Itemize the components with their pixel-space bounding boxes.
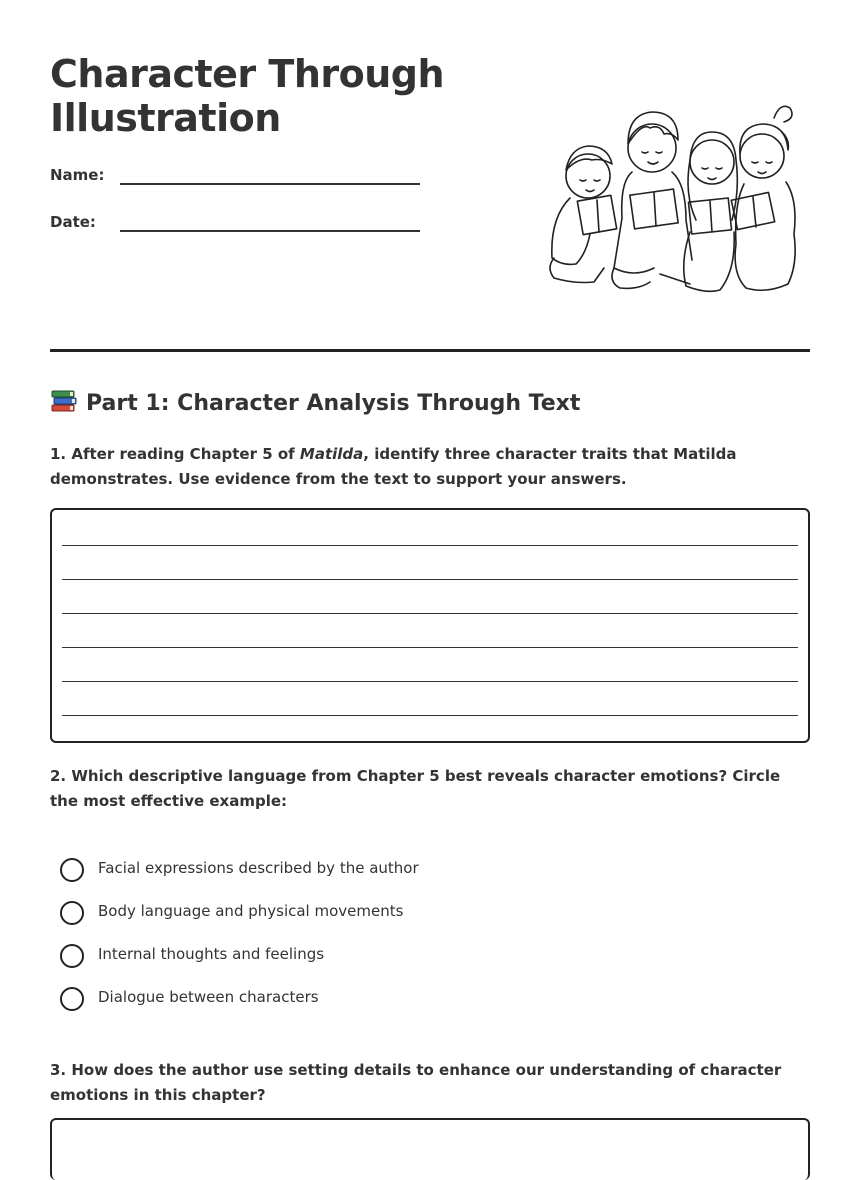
part-1-heading bbox=[50, 388, 810, 419]
answer-line[interactable] bbox=[62, 613, 798, 614]
radio-circle[interactable] bbox=[60, 987, 84, 1011]
question-1-number: 1. bbox=[50, 445, 67, 463]
radio-circle[interactable] bbox=[60, 858, 84, 882]
date-line[interactable] bbox=[120, 230, 420, 232]
option-label: Internal thoughts and feelings bbox=[98, 945, 325, 963]
name-line[interactable] bbox=[120, 183, 420, 185]
question-2-text: Which descriptive language from Chapter 5 best reveals character emotions? Circle the most effective example: bbox=[50, 767, 781, 810]
child-1-figure bbox=[550, 146, 617, 283]
child-4-figure bbox=[731, 106, 795, 290]
option-facial-expressions[interactable] bbox=[60, 857, 760, 883]
question-1-book-title: Matilda bbox=[299, 445, 364, 463]
child-2-figure bbox=[612, 112, 692, 288]
name-field[interactable] bbox=[50, 166, 420, 196]
date-field[interactable] bbox=[50, 213, 420, 243]
date-label: Date: bbox=[50, 213, 96, 231]
part-1-heading-text: Part 1: Character Analysis Through Text bbox=[86, 391, 581, 416]
option-body-language[interactable] bbox=[60, 900, 760, 926]
worksheet-title: Character Through Illustration bbox=[50, 52, 445, 140]
question-1-answer-box[interactable] bbox=[50, 508, 810, 743]
question-1-text-after: , identify three character traits that Matilda demonstrates. Use evidence from the text to support your answers. bbox=[50, 445, 737, 488]
question-3-number: 3. bbox=[50, 1061, 67, 1079]
question-3 bbox=[50, 1058, 810, 1108]
option-label: Facial expressions described by the author bbox=[98, 859, 419, 877]
children-reading-illustration bbox=[540, 98, 800, 308]
answer-line[interactable] bbox=[62, 647, 798, 648]
answer-line[interactable] bbox=[62, 579, 798, 580]
section-divider bbox=[50, 349, 810, 352]
radio-circle[interactable] bbox=[60, 901, 84, 925]
option-internal-thoughts[interactable] bbox=[60, 943, 760, 969]
question-3-answer-box[interactable] bbox=[50, 1118, 810, 1180]
answer-line[interactable] bbox=[62, 715, 798, 716]
option-label: Dialogue between characters bbox=[98, 988, 319, 1006]
question-3-text: How does the author use setting details to enhance our understanding of character emotions in this chapter? bbox=[50, 1061, 782, 1104]
question-2 bbox=[50, 764, 810, 814]
option-dialogue[interactable] bbox=[60, 986, 760, 1012]
answer-line[interactable] bbox=[62, 681, 798, 682]
question-1-text-before: After reading Chapter 5 of bbox=[71, 445, 300, 463]
radio-circle[interactable] bbox=[60, 944, 84, 968]
option-label: Body language and physical movements bbox=[98, 902, 404, 920]
name-label: Name: bbox=[50, 166, 105, 184]
books-icon bbox=[50, 388, 78, 414]
question-1 bbox=[50, 442, 810, 492]
question-2-number: 2. bbox=[50, 767, 67, 785]
answer-line[interactable] bbox=[62, 545, 798, 546]
child-3-figure bbox=[684, 132, 738, 291]
